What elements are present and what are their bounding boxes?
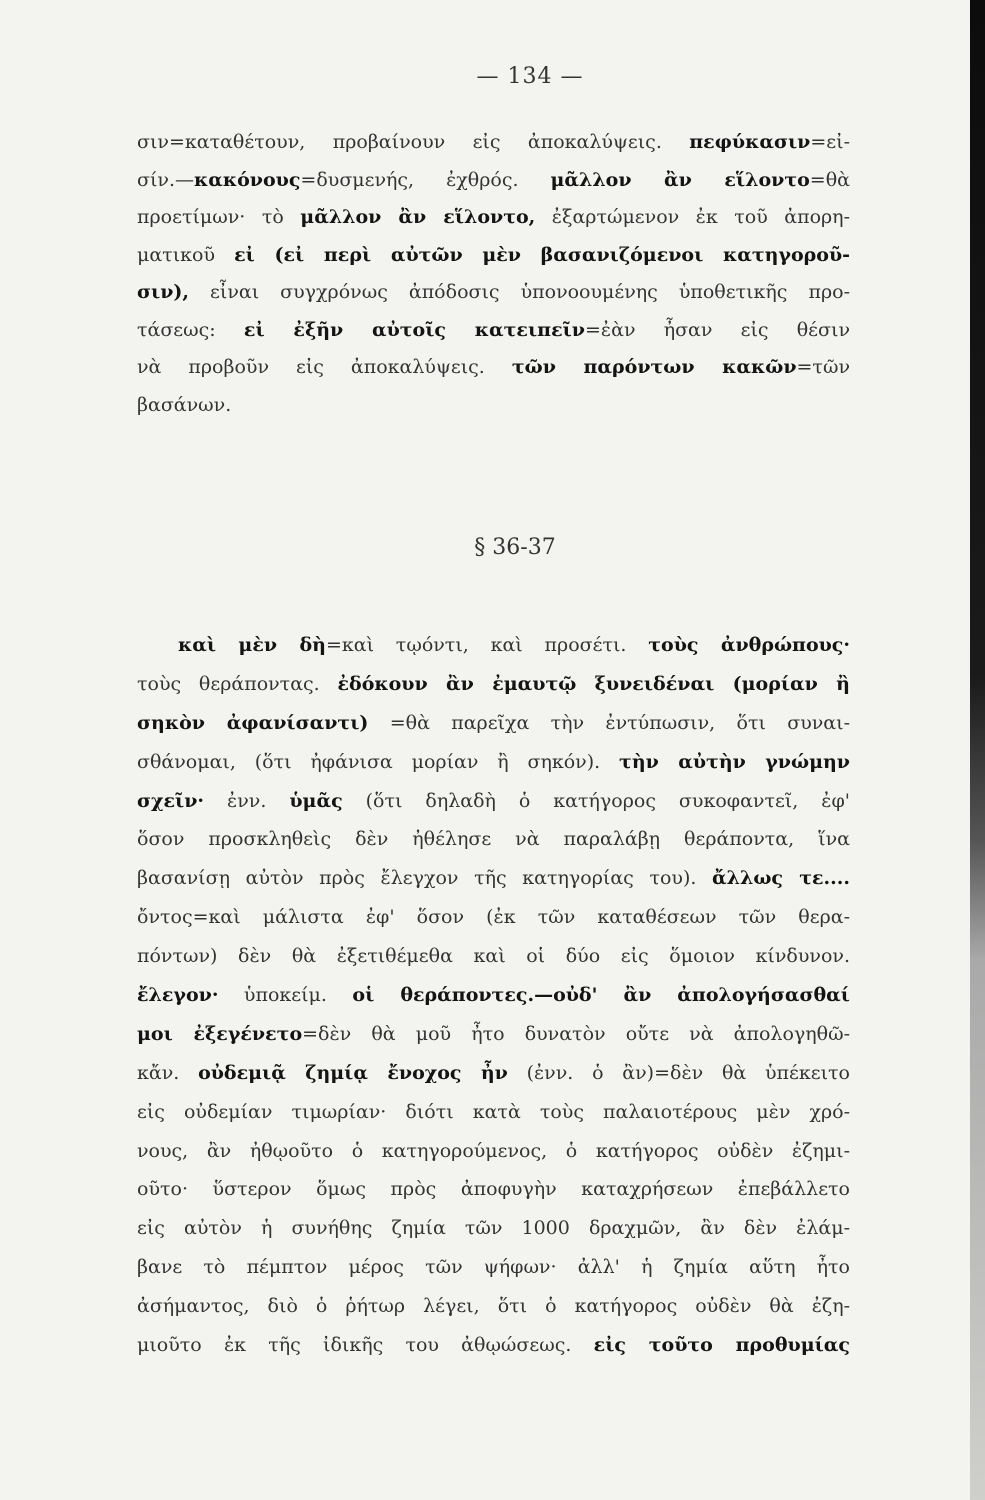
- gloss-text: κἄν.: [137, 1061, 199, 1084]
- text-line: [137, 349, 850, 387]
- bold-lemma: ἔλεγον·: [137, 984, 219, 1007]
- text-line: [137, 704, 850, 743]
- gloss-text: μιοῦτο ἐκ τῆς ἰδικῆς του ἀθῳώσεως.: [137, 1334, 594, 1357]
- bold-lemma: μᾶλλον ἂν εἵλοντο: [550, 168, 810, 191]
- text-line: [137, 237, 850, 275]
- bold-lemma: σχεῖν·: [137, 789, 205, 812]
- gloss-text: ματικοῦ: [137, 243, 235, 266]
- text-line: [137, 1287, 850, 1326]
- text-line: [137, 124, 850, 162]
- gloss-text: =δυσμενής, ἐχθρός.: [300, 168, 551, 191]
- text-line: [137, 274, 850, 312]
- bold-lemma: καὶ μὲν δὴ: [178, 634, 326, 656]
- gloss-text: τοὺς θεράποντας.: [137, 672, 338, 695]
- gloss-text: ὅσον προσκληθεὶς δὲν ἠθέλησε νὰ παραλάβῃ θεράποντα, ἵνα: [137, 828, 850, 851]
- text-line: [137, 1132, 850, 1171]
- bold-lemma: πεφύκασιν: [689, 131, 811, 153]
- gloss-text: βασανίσῃ αὐτὸν πρὸς ἔλεγχον τῆς κατηγορίας του).: [137, 867, 713, 890]
- gloss-text: σιν=καταθέτουν, προβαίνουν εἰς ἀποκαλύψεις.: [137, 131, 690, 153]
- bold-lemma: εἰ ἐξῆν αὐτοῖς κατειπεῖν: [243, 318, 585, 341]
- bold-lemma: ὑμᾶς: [289, 789, 343, 812]
- text-line: [137, 626, 850, 665]
- gloss-text: τάσεως:: [137, 318, 244, 341]
- text-line: [137, 665, 850, 704]
- bold-lemma: εἰ (εἰ περὶ αὐτῶν μὲν βασανιζόμενοι κατηγοροῦ-: [234, 243, 850, 266]
- bold-lemma: κακόνους: [194, 168, 301, 191]
- bold-lemma: τοὺς ἀνθρώπους·: [648, 634, 850, 656]
- bold-lemma: ἄλλως τε....: [712, 867, 850, 890]
- text-line: [137, 782, 850, 821]
- gloss-text: (ὅτι δηλαδὴ ὁ κατήγορος συκοφαντεῖ, ἐφ': [342, 789, 850, 812]
- gloss-text: σθάνομαι, (ὅτι ἠφάνισα μορίαν ἢ σηκόν).: [137, 750, 620, 773]
- gloss-text: (ἐνν. ὁ ἂν)=δὲν θὰ ὑπέκειτο: [507, 1061, 850, 1084]
- gloss-text: σίν.—: [137, 168, 195, 191]
- bold-lemma: σιν),: [137, 281, 189, 303]
- gloss-text: εἶναι συγχρόνως ἀπόδοσις ὑπονοουμένης ὑποθετικῆς προ-: [189, 281, 850, 303]
- bold-lemma: τῶν παρόντων κακῶν: [511, 356, 797, 378]
- bold-lemma: οἱ θεράποντες.—οὐδ' ἂν ἀπολογήσασθαί: [352, 984, 850, 1007]
- gloss-text: εἰς οὐδεμίαν τιμωρίαν· διότι κατὰ τοὺς παλαιοτέρους μὲν χρό-: [137, 1100, 850, 1123]
- bold-lemma: ἐδόκουν ἂν ἐμαυτῷ ξυνειδέναι (μορίαν ἢ: [337, 672, 850, 695]
- gloss-text: =ἐὰν ἦσαν εἰς θέσιν: [585, 318, 850, 341]
- text-line: [137, 820, 850, 859]
- gloss-text: βασάνων.: [137, 393, 232, 416]
- text-line: [137, 162, 850, 200]
- gloss-text: νὰ προβοῦν εἰς ἀποκαλύψεις.: [137, 356, 512, 378]
- text-line: [137, 1248, 850, 1287]
- gloss-text: =θὰ: [809, 168, 850, 191]
- bold-lemma: μοι ἐξεγένετο: [137, 1022, 303, 1045]
- gloss-text: ἐνν.: [204, 789, 290, 812]
- text-line: [137, 312, 850, 350]
- bold-lemma: οὐδεμιᾷ ζημίᾳ ἔνοχος ἦν: [198, 1061, 508, 1084]
- text-line: [137, 859, 850, 898]
- text-line: [137, 1054, 850, 1093]
- gloss-text: ἀσήμαντος, διὸ ὁ ῥήτωρ λέγει, ὅτι ὁ κατήγορος οὐδὲν θὰ ἐζη-: [137, 1295, 850, 1318]
- gloss-text: βανε τὸ πέμπτον μέρος τῶν ψήφων· ἀλλ' ἡ ζημία αὕτη ἦτο: [137, 1256, 850, 1279]
- gloss-text: =θὰ παρεῖχα τὴν ἐντύπωσιν, ὅτι συναι-: [368, 711, 850, 734]
- text-line: [137, 387, 850, 425]
- bold-lemma: τὴν αὐτὴν γνώμην: [619, 750, 850, 773]
- gloss-text: οῦτο· ὕστερον ὅμως πρὸς ἀποφυγὴν καταχρήσεων ἐπεβάλλετο: [137, 1178, 850, 1201]
- gloss-text: προετίμων· τὸ: [137, 206, 301, 228]
- text-line: [137, 1170, 850, 1209]
- text-line: [137, 1326, 850, 1365]
- text-line: [137, 1015, 850, 1054]
- text-line: [137, 976, 850, 1015]
- gloss-text: εἰς αὐτὸν ἡ συνήθης ζημία τῶν 1000 δραχμῶν, ἂν δὲν ἐλάμ-: [137, 1217, 850, 1240]
- bold-lemma: σηκὸν ἀφανίσαντι): [137, 711, 369, 734]
- gloss-text: =τῶν: [796, 356, 850, 378]
- section-heading: § 36-37: [474, 535, 556, 560]
- commentary-paragraph: [137, 626, 850, 1365]
- gloss-text: ὄντος=καὶ μάλιστα ἐφ' ὅσον (ἐκ τῶν καταθέσεων τῶν θερα-: [137, 906, 850, 929]
- text-line: [137, 743, 850, 782]
- gloss-text: =δὲν θὰ μοῦ ἦτο δυνατὸν οὔτε νὰ ἀπολογηθῶ-: [302, 1022, 850, 1045]
- gloss-text: νους, ἂν ἠθῳοῦτο ὁ κατηγορούμενος, ὁ κατήγορος οὐδὲν ἐζημι-: [137, 1139, 850, 1162]
- text-line: [137, 1209, 850, 1248]
- gloss-text: πόντων) δὲν θὰ ἐξετιθέμεθα καὶ οἱ δύο εἰς ὅμοιον κίνδυνον.: [137, 945, 850, 968]
- page-edge-shadow: [970, 0, 985, 1500]
- bold-lemma: εἰς τοῦτο προθυμίας: [593, 1334, 850, 1357]
- text-line: [137, 898, 850, 937]
- gloss-text: ἐξαρτώμενον ἐκ τοῦ ἀπορη-: [535, 206, 850, 228]
- page-number: — 134 —: [476, 64, 584, 89]
- gloss-text: =εἰ-: [810, 131, 850, 153]
- text-line: [137, 1093, 850, 1132]
- text-line: [137, 937, 850, 976]
- bold-lemma: μᾶλλον ἂν εἵλοντο,: [300, 206, 536, 228]
- text-line: [137, 199, 850, 237]
- gloss-text: ὑποκείμ.: [218, 984, 353, 1007]
- commentary-paragraph: [137, 124, 850, 424]
- gloss-text: =καὶ τῳόντι, καὶ προσέτι.: [325, 634, 649, 656]
